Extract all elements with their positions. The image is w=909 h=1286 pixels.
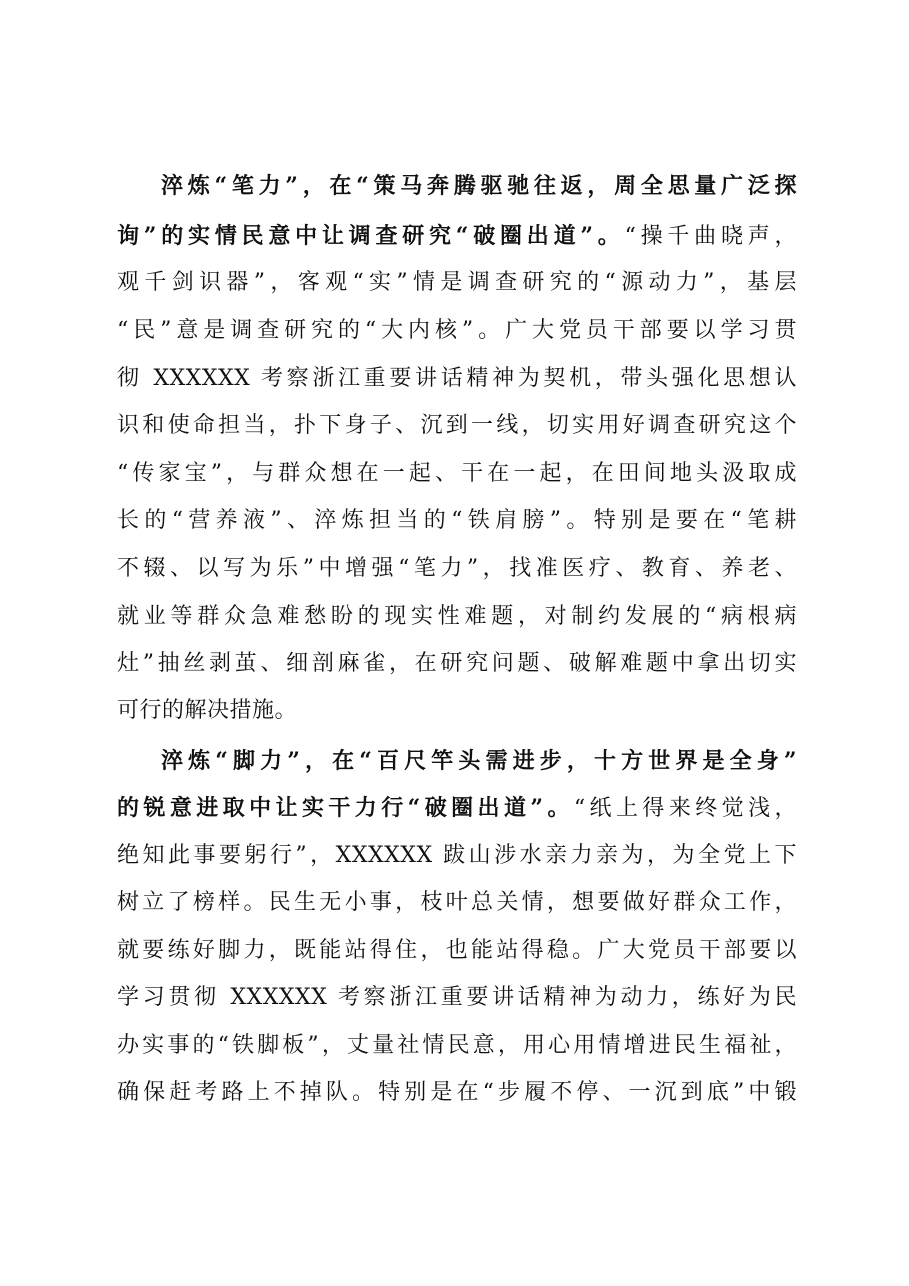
text-segment: 确保赶考路上不掉队。特别是在“步履不停、一沉到底”中锻 [117, 1080, 797, 1105]
paragraph-2-line-2 [117, 792, 797, 824]
text-segment: 树立了榜样。民生无小事，枝叶总关情，想要做好群众工作， [117, 890, 797, 915]
text-segment: 淬炼“笔力”，在“策马奔腾驱驰往返，周全思量广泛探 [161, 173, 797, 199]
text-segment: “民”意是调查研究的“大内核”。广大党员干部要以学习贯 [117, 318, 797, 343]
text-segment: 可行的解决措施。 [117, 698, 298, 723]
text-segment: 淬炼“脚力”，在“百尺竿头需进步，十方世界是全身” [161, 748, 797, 774]
paragraph-1-line-3 [117, 267, 797, 299]
paragraph-1-line-10 [117, 601, 797, 633]
paragraph-1-line-6 [117, 410, 797, 442]
text-segment: 学习贯彻 XXXXXX 考察浙江重要讲话精神为动力，练好为民 [117, 985, 797, 1010]
text-segment: “操千曲晓声， [624, 224, 798, 249]
text-segment: 绝知此事要躬行”，XXXXXX 跋山涉水亲力亲为，为全党上下 [117, 843, 797, 868]
text-segment: 的锐意进取中让实干力行“破圈出道”。 [117, 795, 574, 821]
text-segment: “纸上得来终觉浅， [573, 796, 798, 821]
paragraph-2-line-5 [117, 935, 797, 967]
text-segment: 就业等群众急难愁盼的现实性难题，对制约发展的“病根病 [117, 604, 797, 629]
paragraph-2-line-6 [117, 982, 797, 1014]
paragraph-1-line-4 [117, 315, 797, 347]
paragraph-1-line-5 [117, 363, 797, 395]
paragraph-1-line-9 [117, 553, 797, 585]
text-segment: 长的“营养液”、淬炼担当的“铁肩膀”。特别是要在“笔耕 [117, 508, 797, 533]
text-segment: 就要练好脚力，既能站得住，也能站得稳。广大党员干部要以 [117, 938, 797, 963]
paragraph-2-line-4 [117, 887, 797, 919]
paragraph-1-line-11 [117, 648, 797, 680]
text-segment: 彻 XXXXXX 考察浙江重要讲话精神为契机，带头强化思想认 [117, 366, 797, 391]
paragraph-1-line-1 [161, 170, 797, 202]
paragraph-2-line-8 [117, 1077, 797, 1109]
text-segment: 办实事的“铁脚板”，丈量社情民意，用心用情增进民生福祉， [117, 1033, 797, 1058]
text-segment: 观千剑识器”，客观“实”情是调查研究的“源动力”，基层 [117, 270, 797, 295]
text-segment: “传家宝”，与群众想在一起、干在一起，在田间地头汲取成 [117, 461, 797, 486]
paragraph-2-line-1 [161, 745, 797, 777]
paragraph-1-line-2 [117, 220, 797, 252]
text-segment: 灶”抽丝剥茧、细剖麻雀，在研究问题、破解难题中拿出切实 [117, 651, 797, 676]
text-segment: 识和使命担当，扑下身子、沉到一线，切实用好调查研究这个 [117, 413, 797, 438]
paragraph-1-line-8 [117, 505, 797, 537]
text-segment: 不辍、以写为乐”中增强“笔力”，找准医疗、教育、养老、 [117, 556, 797, 581]
text-segment: 询”的实情民意中让调查研究“破圈出道”。 [117, 223, 625, 249]
paragraph-1-line-12 [117, 695, 797, 727]
paragraph-2-line-3 [117, 840, 797, 872]
paragraph-2-line-7 [117, 1030, 797, 1062]
paragraph-1-line-7 [117, 458, 797, 490]
